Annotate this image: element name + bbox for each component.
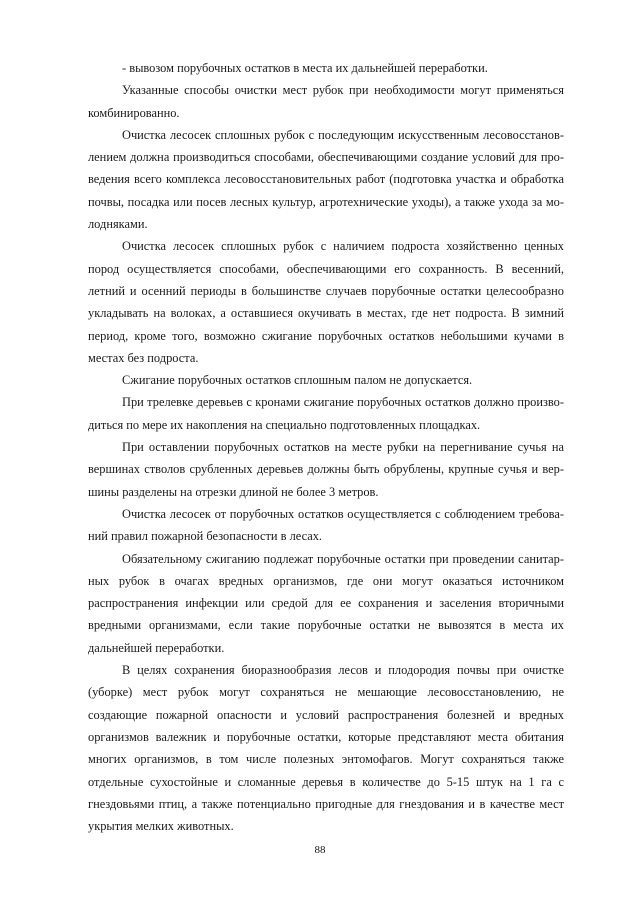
paragraph-2: Указанные способы очистки мест рубок при необходимости могут применяться комбинированно. [88, 83, 564, 120]
paragraph-3: Очистка лесосек сплошных рубок с последующим искусственным лесовосстановлением должна производиться способами, обеспечивающими создание условий для проведения всего комплекса лесовосстановительных работ (подготовка участка и обработка почвы, посадка или посев лесных культур, агротехнические уходы), а также ухода за молодняками. [88, 127, 564, 232]
page-number: 88 [314, 844, 326, 856]
paragraph-1: - вывозом порубочных остатков в места их дальнейшей переработки. [122, 61, 488, 75]
paragraph-8: Очистка лесосек от порубочных остатков осуществляется с соблюдением требований правил пожарной безопасности в лесах. [88, 506, 564, 544]
paragraph-5: Сжигание порубочных остатков сплошным палом не допускается. [122, 373, 473, 388]
paragraph-4: Очистка лесосек сплошных рубок с наличием подроста хозяйственно ценных пород осуществляется способами, обеспечивающими его сохранность. В весенний, летний и осенний периоды в большинстве случаев порубочные остатки целесообразно укладывать на волоках, а оставшиеся окучивать в местах, где нет подроста. В зимний период, кроме того, возможно сжигание порубочных остатков небольшими кучами в местах без подроста. [88, 239, 564, 365]
paragraph-7: При оставлении порубочных остатков на месте рубки на перегнивание сучья на вершинах стволов срубленных деревьев должны быть обрублены, крупные сучья и вершины разделены на отрезки длиной не более 3 метров. [88, 440, 564, 499]
paragraph-10: В целях сохранения биоразнообразия лесов и плодородия почвы при очистке (уборке) мест рубок могут сохраняться не мешающие лесовосстановлению, не создающие пожарной опасности и условий распространения болезней и вредных организмов валежник и порубочные остатки, которые представляют места обитания многих организмов, в том числе полезных энтомофагов. Могут сохраняться также отдельные сухостойные и сломанные деревья в количестве до 5-15 штук на 1 га с гнездовьями птиц, а также потенциально пригодные для гнездования и в качестве мест укрытия мелких животных. [88, 663, 564, 834]
body-text [88, 57, 564, 837]
paragraph-9: Обязательному сжиганию подлежат порубочные остатки при проведении санитарных рубок в очагах вредных организмов, где они могут оказаться источником распространения инфекции или средой для ее сохранения и заселения вторичными вредными организмами, если такие порубочные остатки не вывозятся в места их дальнейшей переработки. [88, 551, 564, 655]
paragraph-6: При трелевке деревьев с кронами сжигание порубочных остатков должно производиться по мере их накопления на специально подготовленных площадках. [88, 395, 564, 432]
